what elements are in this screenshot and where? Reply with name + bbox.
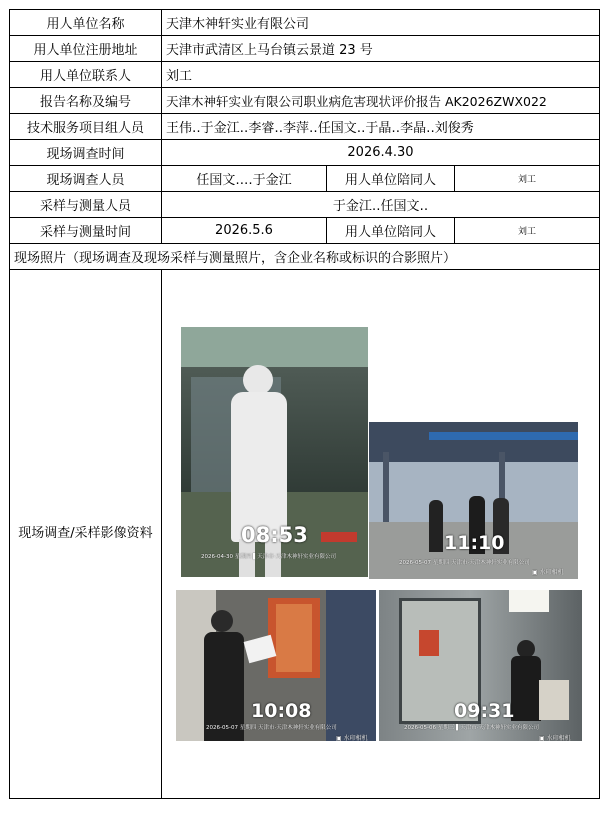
row-address xyxy=(10,36,600,62)
sampling-time-label: 采样与测量时间 xyxy=(10,218,162,244)
photo-4-time: 09:31 xyxy=(454,700,515,722)
sampling-people-value: 于金江‥任国文‥ xyxy=(162,192,600,218)
row-team xyxy=(10,114,600,140)
unit-name-value: 天津木神轩实业有限公司 xyxy=(162,10,600,36)
photo-4-stamp: 2026-05-06 星期三 ▌天津市·天津木神轩实业有限公司 xyxy=(404,725,539,731)
survey-escort-value: 刘工 xyxy=(455,166,600,192)
contact-value: 刘工 xyxy=(162,62,600,88)
photo-2-time: 11:10 xyxy=(444,532,505,554)
photo-glass-door xyxy=(379,590,582,741)
photos-area xyxy=(162,270,600,799)
record-table xyxy=(9,9,600,799)
photo-3-stamp: 2026-05-07 星期四 天津市·天津木神轩实业有限公司 xyxy=(206,725,337,731)
survey-time-label: 现场调查时间 xyxy=(10,140,162,166)
sampling-time-value: 2026.5.6 xyxy=(162,218,327,244)
photo-clipboard-workers xyxy=(176,590,376,741)
photos-label: 现场调查/采样影像资料 xyxy=(10,270,162,799)
photo-group-factory xyxy=(369,422,578,579)
report-label: 报告名称及编号 xyxy=(10,88,162,114)
contact-label: 用人单位联系人 xyxy=(10,62,162,88)
photo-3-brand: ▣ 水印相机 xyxy=(336,733,368,741)
row-unit-name xyxy=(10,10,600,36)
team-value: 王伟‥于金江‥李睿‥李萍‥任国文‥于晶‥李晶‥刘俊秀 xyxy=(162,114,600,140)
row-sampling-time xyxy=(10,218,600,244)
photo-worker-suit xyxy=(181,327,368,577)
row-survey-time xyxy=(10,140,600,166)
survey-people-value: 任国文‥‥于金江 xyxy=(162,166,327,192)
row-report xyxy=(10,88,600,114)
photos-header: 现场照片（现场调查及现场采样与测量照片，含企业名称或标识的合影照片） xyxy=(10,244,600,270)
row-sampling-people xyxy=(10,192,600,218)
address-value: 天津市武清区上马台镇云景道 23 号 xyxy=(162,36,600,62)
row-photos-header xyxy=(10,244,600,270)
photo-4-brand: ▣ 水印相机 xyxy=(539,733,571,741)
photo-1-stamp: 2026-04-30 星期四 ▌天津市·天津木神轩实业有限公司 xyxy=(201,554,336,560)
unit-name-label: 用人单位名称 xyxy=(10,10,162,36)
team-label: 技术服务项目组人员 xyxy=(10,114,162,140)
row-survey-people xyxy=(10,166,600,192)
sampling-escort-label: 用人单位陪同人 xyxy=(327,218,455,244)
sampling-escort-value: 刘工 xyxy=(455,218,600,244)
report-value: 天津木神轩实业有限公司职业病危害现状评价报告 AK2026ZWX022 xyxy=(162,88,600,114)
survey-escort-label: 用人单位陪同人 xyxy=(327,166,455,192)
address-label: 用人单位注册地址 xyxy=(10,36,162,62)
survey-time-value: 2026.4.30 xyxy=(162,140,600,166)
photo-2-stamp: 2026-05-07 星期四 天津市·天津木神轩实业有限公司 xyxy=(399,560,530,566)
row-photos xyxy=(10,270,600,799)
photo-1-time: 08:53 xyxy=(241,523,308,547)
photo-3-time: 10:08 xyxy=(251,700,312,722)
photo-2-brand: ▣ 水印相机 xyxy=(532,567,564,576)
row-contact xyxy=(10,62,600,88)
sampling-people-label: 采样与测量人员 xyxy=(10,192,162,218)
survey-people-label: 现场调查人员 xyxy=(10,166,162,192)
